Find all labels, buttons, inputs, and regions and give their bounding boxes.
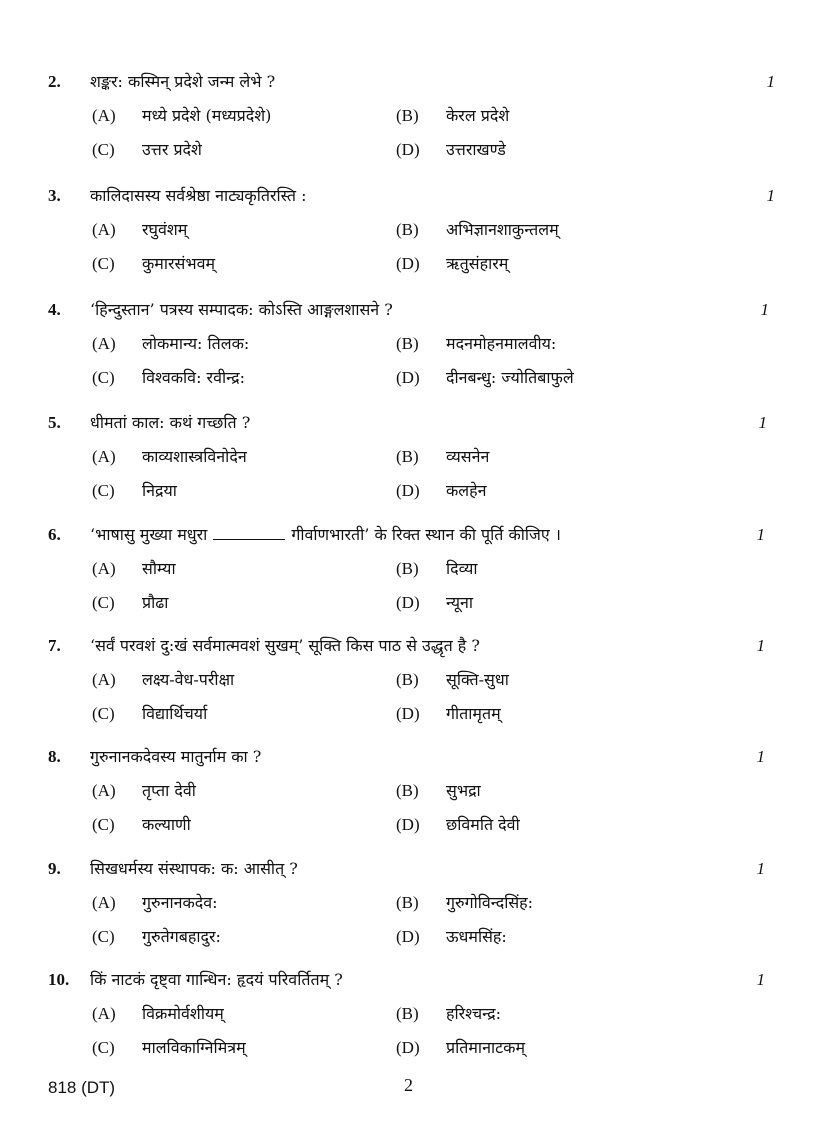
question-text: ‘हिन्दुस्तान’ पत्रस्य सम्पादक: कोऽस्ति आङ्गलशासने ? <box>90 300 393 319</box>
option-d: (D) कलहेन <box>396 481 487 500</box>
question-4 <box>0 298 827 400</box>
question-text: कालिदासस्य सर्वश्रेष्ठा नाट्यकृतिरस्ति : <box>90 186 307 205</box>
question-number: 4. <box>48 300 61 319</box>
blank-line <box>213 525 285 540</box>
page-number: 2 <box>404 1075 413 1095</box>
question-5 <box>0 411 827 513</box>
question-number: 7. <box>48 636 61 655</box>
question-marks: 1 <box>766 186 775 205</box>
question-number: 6. <box>48 525 61 544</box>
option-a: (A) तृप्ता देवी <box>92 781 196 800</box>
option-b: (B) मदनमोहनमालवीय: <box>396 334 557 353</box>
option-b: (B) अभिज्ञानशाकुन्तलम् <box>396 220 559 239</box>
question-number: 10. <box>48 970 70 989</box>
option-d: (D) प्रतिमानाटकम् <box>396 1038 526 1057</box>
option-d: (D) न्यूना <box>396 593 474 612</box>
option-c: (C) कल्याणी <box>92 815 191 834</box>
option-c: (C) गुरुतेगबहादुर: <box>92 927 221 946</box>
question-number: 5. <box>48 413 61 432</box>
question-marks: 1 <box>756 636 765 655</box>
question-number: 9. <box>48 859 61 878</box>
question-text: शङ्कर: कस्मिन् प्रदेशे जन्म लेभे ? <box>90 72 276 91</box>
option-d: (D) दीनबन्धु: ज्योतिबाफुले <box>396 368 574 387</box>
question-8 <box>0 745 827 847</box>
question-2 <box>0 70 827 172</box>
option-a: (A) रघुवंशम् <box>92 220 188 239</box>
paper-code: 818 (DT) <box>48 1078 116 1097</box>
question-text: ‘सर्वं परवशं दु:खं सर्वमात्मवशं सुखम्’ सूक्ति किस पाठ से उद्धृत है ? <box>90 636 480 655</box>
question-9 <box>0 857 827 959</box>
question-number: 3. <box>48 186 61 205</box>
question-3 <box>0 184 827 286</box>
option-a: (A) मध्ये प्रदेशे (मध्यप्रदेशे) <box>92 106 272 125</box>
option-c: (C) मालविकाग्निमित्रम् <box>92 1038 246 1057</box>
option-b: (B) हरिश्चन्द्र: <box>396 1004 501 1023</box>
option-a: (A) लोकमान्य: तिलक: <box>92 334 250 353</box>
option-a: (A) काव्यशास्त्रविनोदेन <box>92 447 247 466</box>
option-c: (C) कुमारसंभवम् <box>92 254 216 273</box>
option-c: (C) निद्रया <box>92 481 177 500</box>
option-c: (C) प्रौढा <box>92 593 169 612</box>
option-a: (A) सौम्या <box>92 559 176 578</box>
option-d: (D) छविमति देवी <box>396 815 520 834</box>
question-number: 8. <box>48 747 61 766</box>
question-marks: 1 <box>756 859 765 878</box>
question-6 <box>0 523 827 625</box>
question-marks: 1 <box>766 72 775 91</box>
option-a: (A) गुरुनानकदेव: <box>92 893 218 912</box>
option-c: (C) विश्वकवि: रवीन्द्र: <box>92 368 245 387</box>
question-text: धीमतां काल: कथं गच्छति ? <box>90 413 251 432</box>
option-d: (D) ऊधमसिंह: <box>396 927 507 946</box>
question-text: ‘भाषासु मुख्या मधुरा गीर्वाणभारती’ के रिक्त स्थान की पूर्ति कीजिए । <box>90 525 561 544</box>
option-c: (C) विद्यार्थिचर्या <box>92 704 208 723</box>
option-b: (B) व्यसनेन <box>396 447 490 466</box>
option-b: (B) दिव्या <box>396 559 478 578</box>
option-d: (D) गीतामृतम् <box>396 704 501 723</box>
option-b: (B) केरल प्रदेशे <box>396 106 510 125</box>
question-10 <box>0 968 827 1070</box>
option-b: (B) सूक्ति-सुधा <box>396 670 509 689</box>
option-d: (D) ऋतुसंहारम् <box>396 254 509 273</box>
question-marks: 1 <box>756 747 765 766</box>
option-d: (D) उत्तराखण्डे <box>396 140 506 159</box>
question-number: 2. <box>48 72 61 91</box>
question-marks: 1 <box>756 525 765 544</box>
option-c: (C) उत्तर प्रदेशे <box>92 140 202 159</box>
option-a: (A) विक्रमोर्वशीयम् <box>92 1004 224 1023</box>
option-a: (A) लक्ष्य-वेध-परीक्षा <box>92 670 235 689</box>
option-b: (B) गुरुगोविन्दसिंह: <box>396 893 534 912</box>
question-7 <box>0 634 827 736</box>
question-marks: 1 <box>760 300 769 319</box>
question-text: गुरुनानकदेवस्य मातुर्नाम का ? <box>90 747 262 766</box>
question-marks: 1 <box>758 413 767 432</box>
question-text: सिखधर्मस्य संस्थापक: क: आसीत् ? <box>90 859 298 878</box>
option-b: (B) सुभद्रा <box>396 781 481 800</box>
question-marks: 1 <box>756 970 765 989</box>
question-text: किं नाटकं दृष्ट्वा गान्धिन: हृदयं परिवर्तितम् ? <box>90 970 343 989</box>
